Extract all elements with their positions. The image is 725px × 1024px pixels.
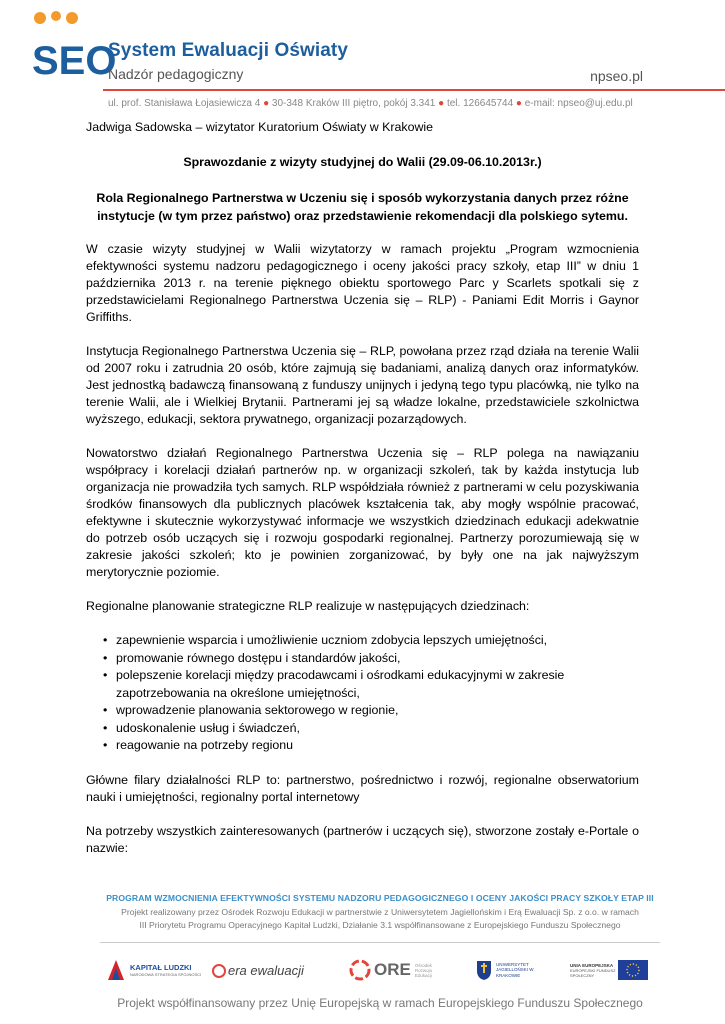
eu-flag-icon xyxy=(618,960,648,980)
partner-logos xyxy=(100,950,660,992)
paragraph: Instytucja Regionalnego Partnerstwa Uczenia się – RLP, powołana przez rząd działa na terenie Walii od 2007 roku i zatrudnia 20 osób, które zajmują się badaniami, analizą danych oraz informatyków. Jest jednostką badawczą finansowaną z funduszy unijnych i jedyną tego typu placówką, nie tylko na terenie Walii, ale i Wielkiej Brytanii. Partnerami jej są władze lokalne, przedstawiciele szkolnictwa wyższego, edukacji, sektora prywatnego, organizacji pozarządowych. xyxy=(86,344,639,426)
list-item: • promowanie równego dostępu i standardów jakości, xyxy=(86,650,639,668)
bullet-list xyxy=(86,632,639,755)
brand-title: System Ewaluacji Oświaty xyxy=(108,40,349,61)
paragraph: W czasie wizyty studyjnej w Walii wizytatorzy w ramach projektu „Program wzmocnienia efektywności systemu nadzoru pedagogicznego i oceny jakości pracy szkoły, etap III” w dniu 1 października 2013 r. na terenie pięknego obiektu sportowego Parc y Scarlets spotkali się z przedstawicielami Regionalnego Partnerstwa Uczenia się – RLP) - Paniami Edit Morris i Gaynor Griffiths. xyxy=(86,242,639,324)
footer-final-line: Projekt współfinansowany przez Unię Europejską w ramach Europejskiego Funduszu Społecznego xyxy=(117,996,643,1010)
footer-line-2: Projekt realizowany przez Ośrodek Rozwoju Edukacji w partnerstwie z Uniwersytetem Jagiellońskim i Erą Ewaluacji Sp. z o.o. w ramach xyxy=(121,907,639,917)
uj-logo xyxy=(476,950,534,990)
paragraph: Regionalne planowanie strategiczne RLP realizuje w następujących dziedzinach: xyxy=(86,599,530,613)
seo-logo-icon xyxy=(30,12,117,100)
document-subtitle: Rola Regionalnego Partnerstwa w Uczeniu się i sposób wykorzystania danych przez różne instytucje (w tym przez państwo) oraz przedstawienie rekomendacji dla polskiego sytemu. xyxy=(96,191,629,223)
era-ewaluacji-text: era ewaluacji xyxy=(228,962,304,978)
ore-logo xyxy=(348,950,441,990)
address-separator: ● xyxy=(515,98,525,109)
brand-subtitle: Nadzór pedagogiczny xyxy=(108,66,244,82)
address-line xyxy=(108,98,633,109)
logo-text: SEO xyxy=(32,39,117,83)
seo-logo xyxy=(30,12,117,100)
paragraph: Na potrzeby wszystkich zainteresowanych (partnerów i uczących się), stworzone zostały e-Portale o nazwie: xyxy=(86,823,639,855)
footer-line-3: III Priorytetu Programu Operacyjnego Kapitał Ludzki, Działanie 3.1 współfinansowane z Europejskiego Funduszu Społecznego xyxy=(139,920,621,930)
kapital-ludzki-sub: NARODOWA STRATEGIA SPÓJNOŚCI xyxy=(130,972,202,977)
kapital-ludzki-text: KAPITAŁ LUDZKI xyxy=(130,963,192,972)
list-item: • wprowadzenie planowania sektorowego w regionie, xyxy=(86,702,639,720)
kapital-ludzki-icon xyxy=(106,958,126,982)
eu-sub: EUROPEJSKI FUNDUSZ SPOŁECZNY xyxy=(570,967,616,978)
paragraph: Główne filary działalności RLP to: partnerstwo, pośrednictwo i rozwój, regionalne obserwatorium nauki i umiejętności, regionalny portal internetowy xyxy=(86,772,639,804)
uj-text: UNIWERSYTET JAGIELLOŃSKI W KRAKOWIE xyxy=(496,961,534,978)
eu-logo xyxy=(570,950,648,990)
list-item: • udoskonalenie usług i świadczeń, xyxy=(86,720,639,738)
address-separator: ● xyxy=(438,98,447,109)
ore-sub: Ośrodek Rozwoju Edukacji xyxy=(414,962,433,978)
list-item: • reagowanie na potrzeby regionu xyxy=(86,737,639,755)
eu-text: UNIA EUROPEJSKA xyxy=(570,962,614,968)
list-item: • zapewnienie wsparcia i umożliwienie uczniom zdobycia lepszych umiejętności, xyxy=(86,632,639,650)
header-divider xyxy=(103,89,725,91)
author-line: Jadwiga Sadowska – wizytator Kuratorium Oświaty w Krakowie xyxy=(86,120,434,134)
brand-url[interactable]: npseo.pl xyxy=(590,68,643,84)
address-phone: tel. 126645744 xyxy=(446,98,514,109)
address-separator: ● xyxy=(263,98,272,109)
era-ewaluacji-logo xyxy=(212,950,304,990)
uj-crest-icon xyxy=(476,959,492,981)
ore-text: ORE xyxy=(374,960,411,979)
list-item: • polepszenie korelacji między pracodawcami i ośrodkami edukacyjnymi w zakresie zapotrzebowania na określone umiejętności, xyxy=(86,667,639,702)
ore-icon xyxy=(348,958,372,982)
era-ewaluacji-icon xyxy=(212,959,226,981)
kapital-ludzki-logo xyxy=(106,950,201,990)
address-street: ul. prof. Stanisława Łojasiewicza 4 xyxy=(108,98,261,109)
footer-divider xyxy=(100,942,660,943)
address-email[interactable]: e-mail: npseo@uj.edu.pl xyxy=(524,98,633,109)
paragraph: Nowatorstwo działań Regionalnego Partnerstwa Uczenia się – RLP polega na nawiązaniu współpracy i korelacji działań partnerów np. w organizacji szkoleń, tak by każda instytucja lub organizacja nie prowadziła tych samych. RLP współdziała również z partnerami w celu pozyskiwania środków finansowych dla publicznych placówek kształcenia tak, aby mogły wspólnie pracować, efektywne i skutecznie wykorzystywać informacje we wszystkich dziedzinach edukacji adekwatnie do potrzeb osób uczących się i rozwoju gospodarki regionalnej. Partnerzy porozumiewają się w zakresie jakości szkoleń; kto je powinien zorganizować, by były one na jak najwyższym merytorycznie poziomie. xyxy=(86,446,639,579)
footer-program-title: PROGRAM WZMOCNIENIA EFEKTYWNOŚCI SYSTEMU NADZORU PEDAGOGICZNEGO I OCENY JAKOŚCI PRACY SZKOŁY ETAP III xyxy=(106,893,654,903)
document-title: Sprawozdanie z wizyty studyjnej do Walii (29.09-06.10.2013r.) xyxy=(183,155,542,169)
document-body xyxy=(86,119,639,874)
address-city: 30-348 Kraków III piętro, pokój 3.341 xyxy=(271,98,436,109)
